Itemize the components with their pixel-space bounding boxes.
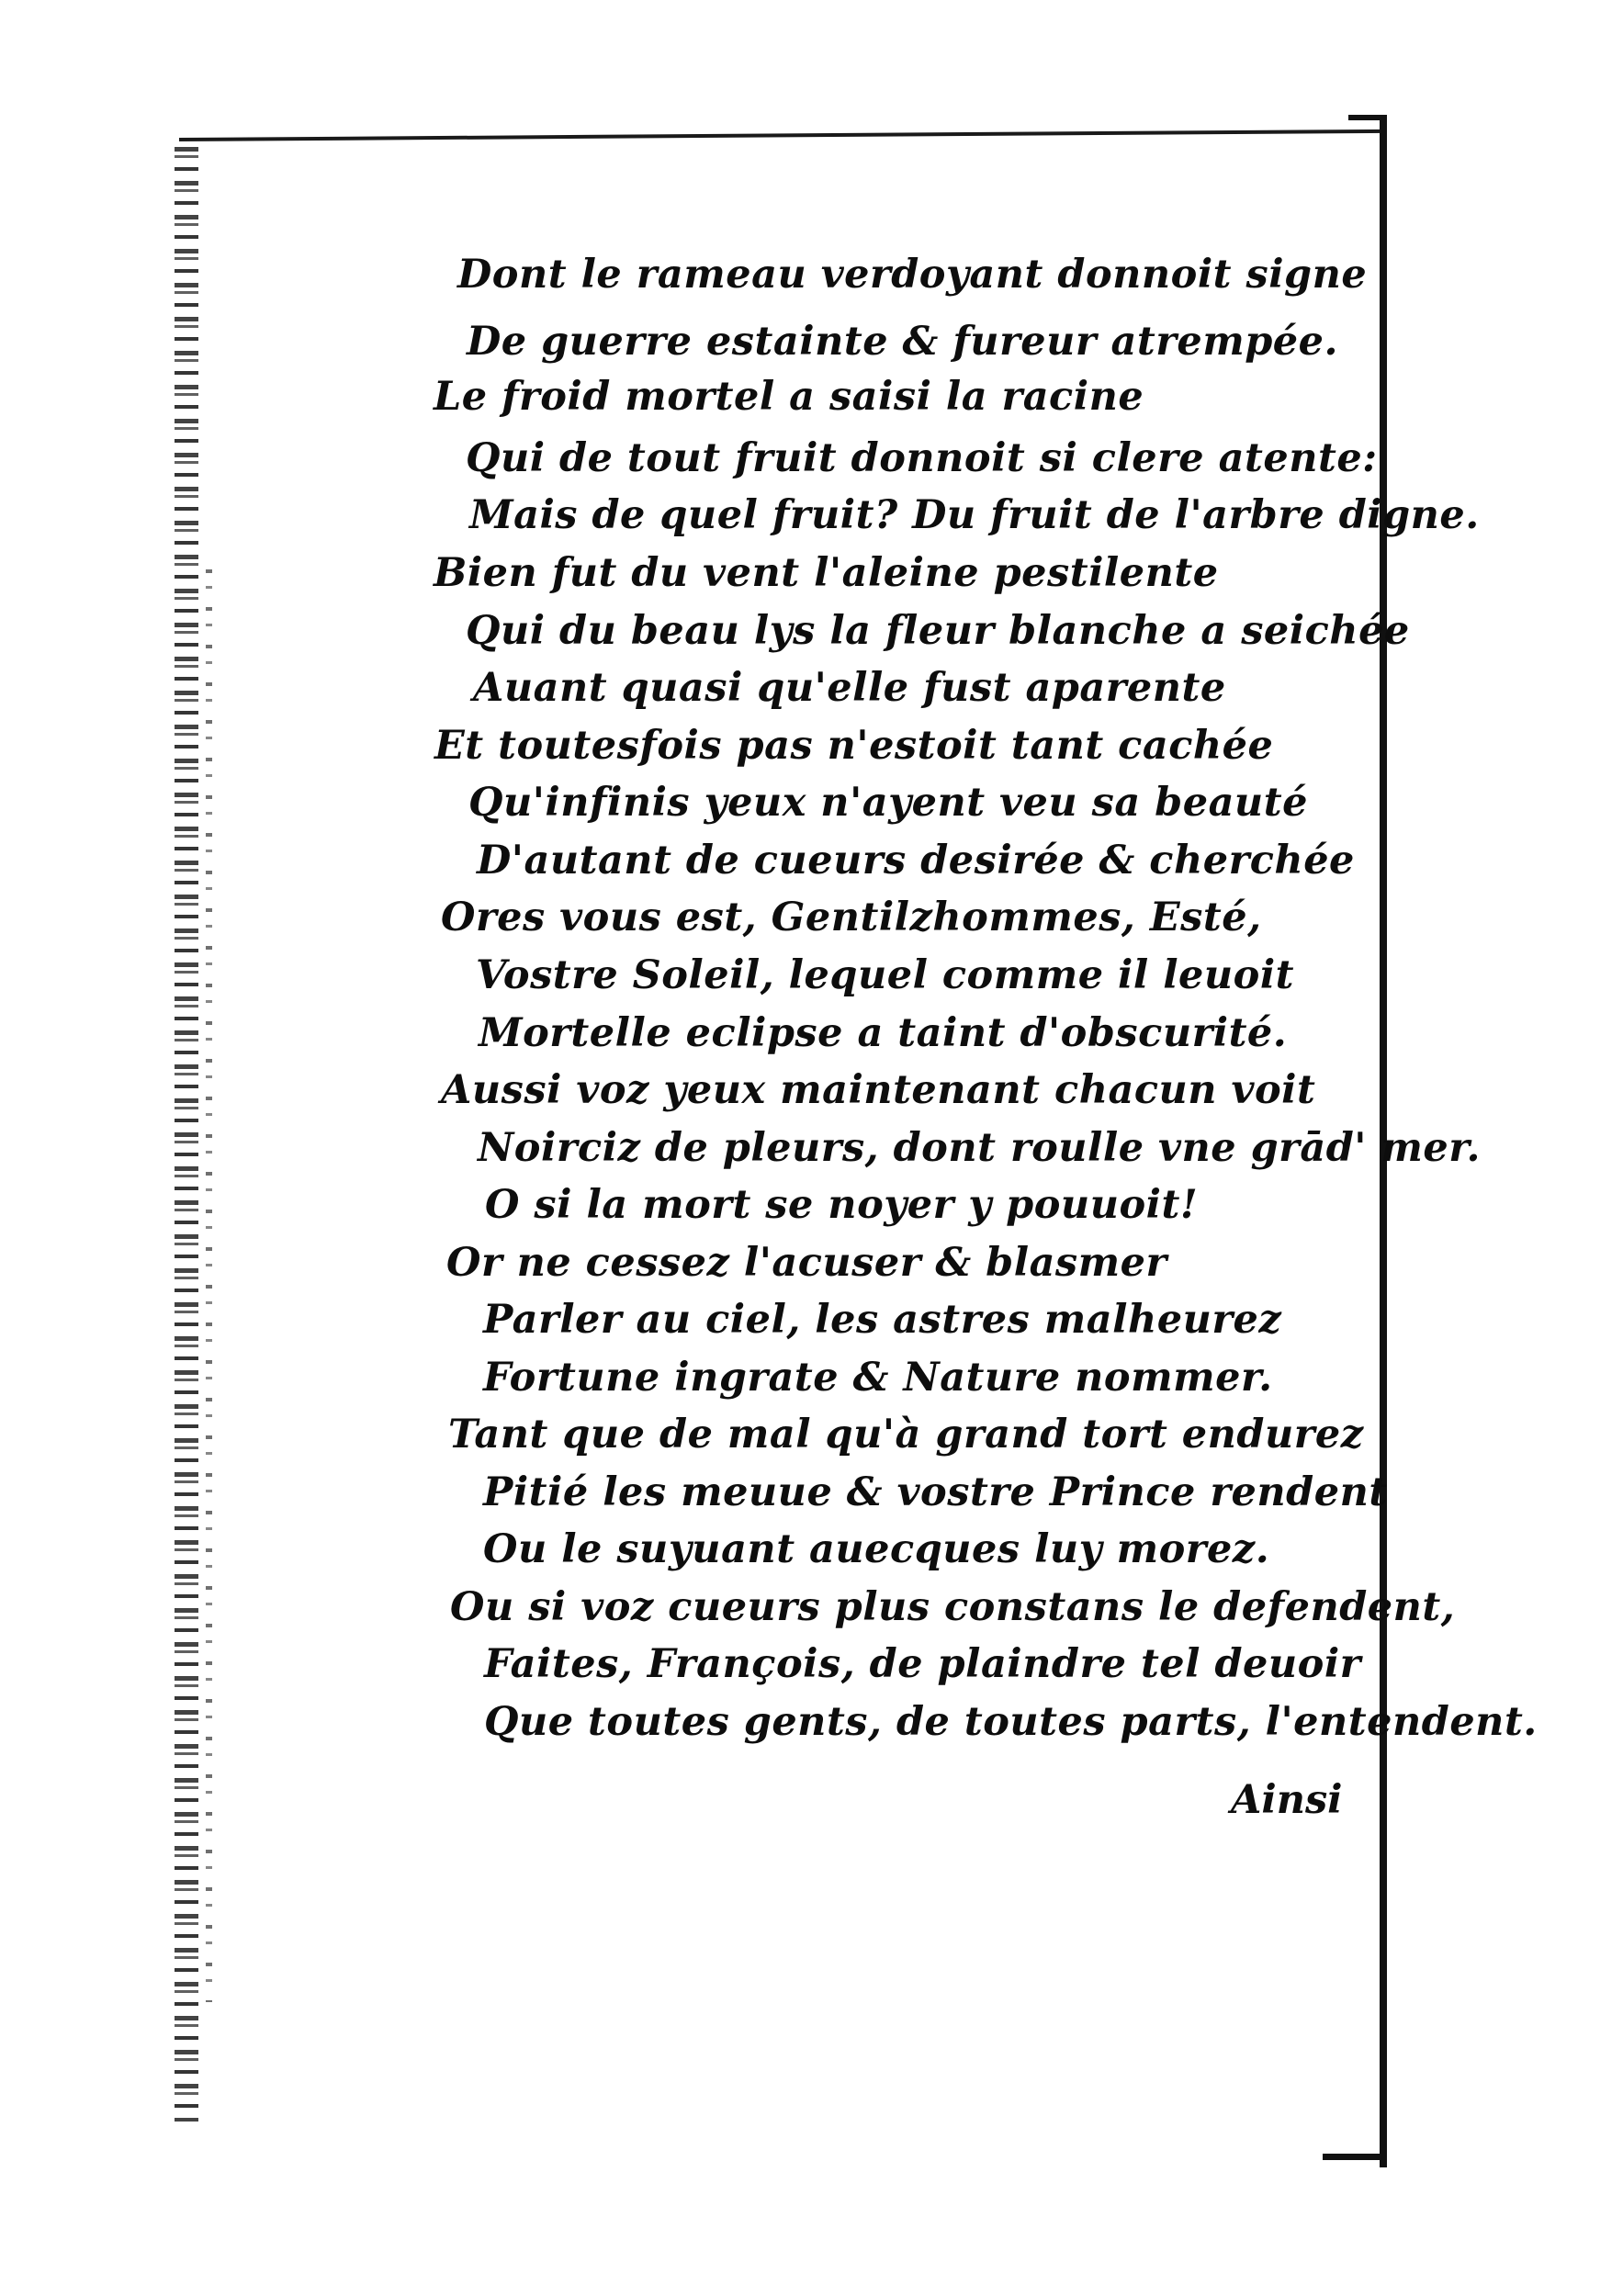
verse-line: Et toutesfois pas n'estoit tant cachée [434, 723, 1274, 769]
verse-line: Vostre Soleil, lequel comme il leuoit [476, 952, 1295, 998]
verse-line: Ou si voz cueurs plus constans le defendent, [450, 1584, 1456, 1630]
verse-line: Ores vous est, Gentilzhommes, Esté, [441, 895, 1262, 940]
verse-line: Noirciz de pleurs, dont roulle vne grād' mer. [478, 1125, 1481, 1171]
verse-line: Qu'infinis yeux n'ayent veu sa beauté [468, 780, 1308, 826]
verse-line: Aussi voz yeux maintenant chacun voit [441, 1067, 1316, 1113]
verse-line: Mortelle eclipse a taint d'obscurité. [479, 1010, 1288, 1056]
verse-line: O si la mort se noyer y pouuoit! [485, 1182, 1199, 1228]
verse-line: Qui de tout fruit donnoit si clere atente: [466, 435, 1378, 481]
verse-line: Fortune ingrate & Nature nommer. [483, 1355, 1273, 1401]
verse-line: Le froid mortel a saisi la racine [434, 374, 1144, 420]
verse-line: D'autant de cueurs desirée & cherchée [477, 838, 1355, 884]
verse-line: Que toutes gents, de toutes parts, l'entendent. [484, 1699, 1538, 1745]
verse-line: Qui du beau lys la fleur blanche a seichée [466, 608, 1410, 654]
verse-line: Or ne cessez l'acuser & blasmer [446, 1240, 1167, 1286]
verse-line: De guerre estainte & fureur atrempée. [467, 319, 1338, 365]
verse-line: Ou le suyuant auecques luy morez. [483, 1526, 1270, 1572]
verse-line: Pitié les meuue & vostre Prince rendent [483, 1469, 1388, 1515]
catchword: Ainsi [1231, 1777, 1343, 1823]
verse-line: Parler au ciel, les astres malheurez [483, 1297, 1282, 1343]
verse-line: Auant quasi qu'elle fust aparente [473, 665, 1226, 711]
verse-line: Bien fut du vent l'aleine pestilente [434, 550, 1219, 596]
verse-line: Mais de quel fruit? Du fruit de l'arbre digne. [469, 492, 1480, 538]
verse-line: Tant que de mal qu'à grand tort endurez [448, 1412, 1364, 1458]
verse-line: Dont le rameau verdoyant donnoit signe [457, 252, 1368, 298]
verse-line: Faites, François, de plaindre tel deuoir [484, 1641, 1361, 1687]
